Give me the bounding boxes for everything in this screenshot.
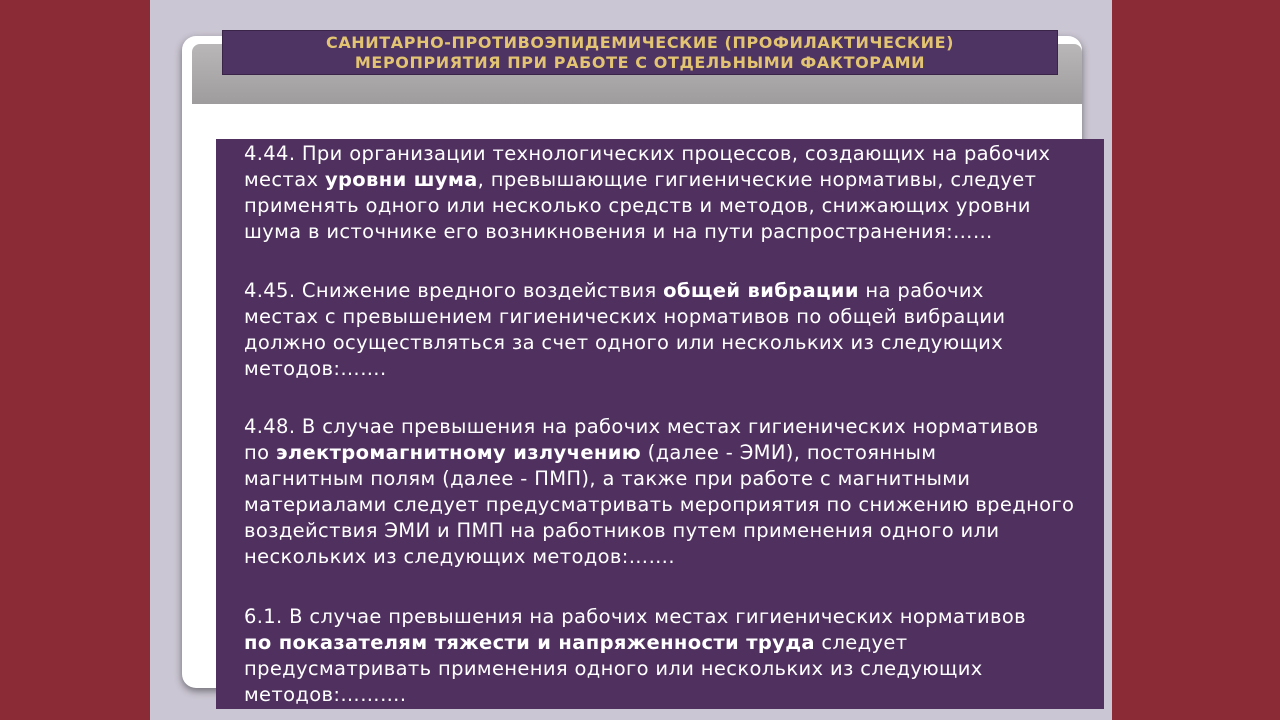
highlighted-term: электромагнитному излучению (275, 441, 642, 464)
text-line: должно осуществляться за счет одного или нескольких из следующих (244, 331, 1004, 354)
text-line: 4.45. Снижение вредного воздействия общей вибрации на рабочих (244, 279, 984, 302)
right-background-band (1112, 0, 1280, 720)
highlighted-term: по показателям тяжести и напряженности труда (244, 631, 815, 654)
text-line: нескольких из следующих методов:……. (244, 545, 675, 568)
slide (150, 0, 1112, 720)
paragraph-4-44 (244, 141, 1104, 245)
slide-title (222, 30, 1058, 75)
title-line-2: МЕРОПРИЯТИЯ ПРИ РАБОТЕ С ОТДЕЛЬНЫМИ ФАКТОРАМИ (354, 53, 926, 72)
paragraph-6-1 (244, 604, 1104, 708)
highlighted-term: общей вибрации (663, 279, 859, 302)
text-line: методов:………. (244, 683, 407, 706)
text-line: предусматривать применения одного или нескольких из следующих (244, 657, 983, 680)
text-line: материалами следует предусматривать мероприятия по снижению вредного (244, 493, 1075, 516)
highlighted-term: уровни шума (324, 168, 478, 191)
text-line: по электромагнитному излучению (далее - ЭМИ), постоянным (244, 441, 937, 464)
text-line: 4.48. В случае превышения на рабочих местах гигиенических нормативов (244, 415, 1039, 438)
text-line: магнитным полям (далее - ПМП), а также при работе с магнитными (244, 467, 971, 490)
text-line: методов:……. (244, 357, 387, 380)
text-line: местах уровни шума, превышающие гигиенические нормативы, следует (244, 168, 1037, 191)
text-line: 6.1. В случае превышения на рабочих местах гигиенических нормативов (244, 605, 1026, 628)
text-line: шума в источнике его возникновения и на пути распространения:…… (244, 220, 993, 243)
text-line: применять одного или несколько средств и методов, снижающих уровни (244, 194, 1031, 217)
slide-card (182, 36, 1082, 706)
left-background-band (0, 0, 150, 720)
title-line-1: САНИТАРНО-ПРОТИВОЭПИДЕМИЧЕСКИЕ (ПРОФИЛАКТИЧЕСКИЕ) (325, 33, 955, 52)
text-line: по показателям тяжести и напряженности труда следует (244, 631, 908, 654)
paragraph-4-45 (244, 278, 1104, 382)
paragraph-4-48 (244, 414, 1104, 570)
text-line: 4.44. При организации технологических процессов, создающих на рабочих (244, 142, 1051, 165)
text-line: воздействия ЭМИ и ПМП на работников путем применения одного или (244, 519, 1000, 542)
content-panel (216, 139, 1104, 709)
text-line: местах с превышением гигиенических нормативов по общей вибрации (244, 305, 1006, 328)
